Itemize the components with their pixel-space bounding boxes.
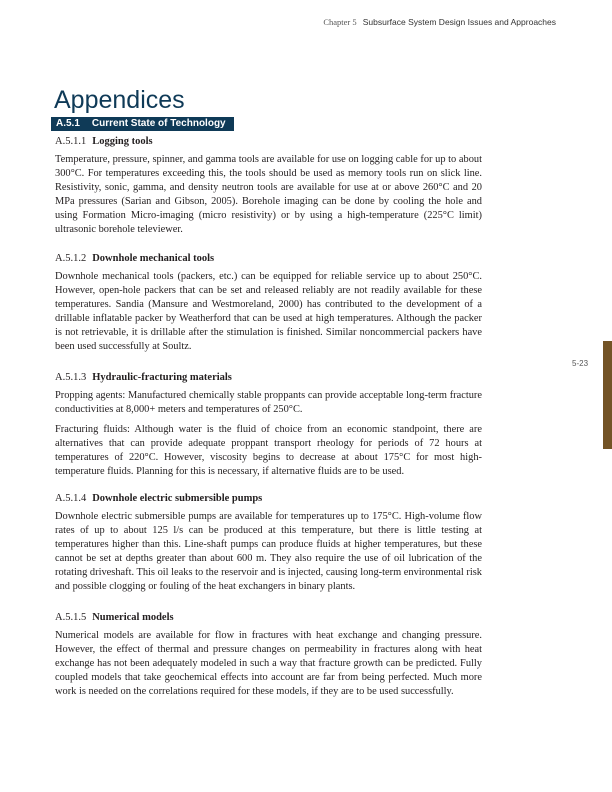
subsection-heading (55, 612, 482, 623)
chapter-title: Subsurface System Design Issues and Approaches (362, 17, 556, 27)
subsection-number: A.5.1.2 (55, 253, 87, 264)
subsection-title: Downhole electric submersible pumps (92, 493, 263, 504)
paragraph: Fracturing fluids: Although water is the fluid of choice from an economic standpoint, there are alternatives that can provide adequate proppant transport rheology for periods of 72 hours at temperatures of 220°C. However, viscosity begins to decrease at about 175°C for most high-temperature fluids. Planning for this is necessary, if alternative fluids are to be used. (55, 424, 482, 477)
subsection-logging-tools (55, 136, 482, 243)
section-banner (51, 117, 234, 131)
subsection-heading (55, 493, 482, 504)
section-title: Current State of Technology (91, 118, 226, 129)
subsection-number: A.5.1.3 (55, 372, 87, 383)
paragraph: Temperature, pressure, spinner, and gamma tools are available for use on logging cable for up to about 300°C. For temperatures exceeding this, the tools should be used as memory tools run on slick line. Resistivity, sonic, gamma, and density neutron tools are available for use at or above 260°C and 20 MPa pressures (Sarian and Gibson, 2005). Borehole imaging can be done by cooling the hole and using Formation Micro-imaging (micro resistivity) or by using a high-temperature (225°C limit) ultrasonic borehole televiewer. (55, 154, 482, 235)
paragraph: Propping agents: Manufactured chemically stable proppants can provide acceptable long-term fracture conductivities at 8,000+ meters and temperatures of 250°C. (55, 390, 482, 415)
subsection-number: A.5.1.1 (55, 136, 87, 147)
subsection-numerical-models (55, 612, 482, 705)
section-number: A.5.1 (56, 118, 80, 129)
subsection-heading (55, 372, 482, 383)
subsection-heading (55, 136, 482, 147)
subsection-heading (55, 253, 482, 264)
subsection-hydraulic-fracturing (55, 372, 482, 485)
paragraph: Downhole electric submersible pumps are available for temperatures up to 175°C. High-volume flow rates of up to about 125 l/s can be produced at this temperature, but there is little testing at temperatures higher than this. Line-shaft pumps can produce fluids at higher temperatures, but these cannot be set at depths greater than about 600 m. They also require the use of oil lubrication of the rotating driveshaft. This oil leaks to the reservoir and is injected, causing long-term environmental risk and possible clogging or fouling of the heat exchangers in binary plants. (55, 511, 482, 592)
running-header (256, 17, 556, 27)
subsection-title: Hydraulic-fracturing materials (92, 372, 232, 383)
subsection-electric-pumps (55, 493, 482, 600)
page-title: Appendices (54, 86, 185, 114)
subsection-title: Logging tools (92, 136, 153, 147)
subsection-number: A.5.1.5 (55, 612, 87, 623)
subsection-downhole-mechanical-tools (55, 253, 482, 360)
page-number: 5-23 (572, 359, 589, 368)
paragraph: Downhole mechanical tools (packers, etc.) can be equipped for reliable service up to about 250°C. However, open-hole packers that can be set and released reliably are not readily available for these temperatures. Sandia (Mansure and Westmoreland, 2000) has contributed to the development of a drillable inflatable packer by Weatherford that can be used at high temperatures. Although the packer is not retrievable, it is drillable after the stimulation is finished. Similar noncommercial packers have been used successfully at Soultz. (55, 271, 482, 352)
subsection-number: A.5.1.4 (55, 493, 87, 504)
chapter-tab-marker (603, 341, 612, 449)
subsection-title: Numerical models (92, 612, 174, 623)
chapter-label: Chapter 5 (323, 17, 357, 27)
paragraph: Numerical models are available for flow in fractures with heat exchange and changing pressure. However, the effect of thermal and pressure changes on permeability in fractures along with heat exchange has not been adequately modeled in such a way that fracture growth can be predicted. Fully coupled models that take geochemical effects into account are far from being perfected. Much more work is needed on the correlations required for these models, if they are to be used successfully. (55, 630, 482, 697)
subsection-title: Downhole mechanical tools (92, 253, 215, 264)
